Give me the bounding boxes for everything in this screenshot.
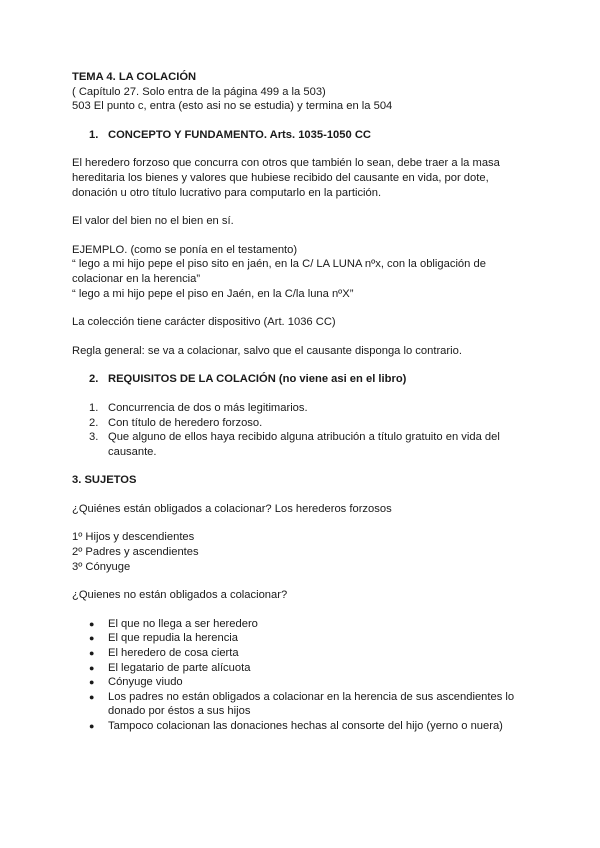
obligated-question: ¿Quiénes están obligados a colacionar? Los herederos forzosos bbox=[72, 502, 392, 515]
section-1-heading bbox=[72, 128, 532, 143]
dispositive-paragraph: La colección tiene carácter dispositivo (Art. 1036 CC) bbox=[72, 316, 336, 329]
bullet-icon: ● bbox=[89, 721, 95, 731]
requirements-list bbox=[72, 401, 532, 459]
section-2-title: REQUISITOS DE LA COLACIÓN (no viene asi en el libro) bbox=[108, 373, 407, 386]
section-3-heading: 3. SUJETOS bbox=[72, 474, 137, 487]
bullet-icon: ● bbox=[89, 691, 95, 702]
example-quote-2: “ lego a mi hijo pepe el piso en Jaén, en la C/la luna nºX” bbox=[72, 287, 354, 300]
order-item-2: 2º Padres y ascendientes bbox=[72, 546, 199, 559]
bullet-icon: ● bbox=[89, 677, 95, 688]
concept-paragraph: El heredero forzoso que concurra con otros que también lo sean, debe traer a la masa hereditaria los bienes y valores que hubiese recibido del causante en vida, por dote, donación u otro título lucrativo para computarlo en la partición. bbox=[72, 157, 500, 199]
order-item-3: 3º Cónyuge bbox=[72, 560, 131, 573]
list-item: ● Los padres no están obligados a colacionar en la herencia de sus ascendientes lo donado por éstos a sus hijos bbox=[72, 690, 532, 719]
subtitle-chapter: ( Capítulo 27. Solo entra de la página 499 a la 503) bbox=[72, 85, 326, 98]
list-item: ● El que no llega a ser heredero bbox=[72, 617, 532, 632]
list-item: 2. Con título de heredero forzoso. bbox=[89, 416, 263, 429]
not-obligated-question: ¿Quienes no están obligados a colacionar? bbox=[72, 589, 288, 602]
section-1-title: CONCEPTO Y FUNDAMENTO. Arts. 1035-1050 CC bbox=[108, 128, 371, 141]
section-2-number: 2. bbox=[89, 373, 99, 386]
list-item: 3. Que alguno de ellos haya recibido alguna atribución a título gratuito en vida del causante. bbox=[89, 431, 500, 458]
section-1-number: 1. bbox=[89, 128, 99, 141]
subtitle-pages: 503 El punto c, entra (esto asi no se estudia) y termina en la 504 bbox=[72, 100, 393, 113]
list-item: ● El que repudia la herencia bbox=[72, 631, 532, 646]
document-page bbox=[72, 70, 532, 734]
general-rule-paragraph: Regla general: se va a colacionar, salvo que el causante disponga lo contrario. bbox=[72, 344, 462, 357]
document-title: TEMA 4. LA COLACIÓN bbox=[72, 71, 197, 83]
bullet-icon: ● bbox=[89, 648, 95, 659]
value-paragraph: El valor del bien no el bien en sí. bbox=[72, 215, 234, 228]
bullet-icon: ● bbox=[89, 618, 95, 629]
example-label: EJEMPLO. (como se ponía en el testamento) bbox=[72, 243, 298, 256]
section-2-heading bbox=[72, 372, 532, 387]
list-item: ● Tampoco colacionan las donaciones hechas al consorte del hijo (yerno o nuera) bbox=[72, 719, 532, 734]
bullet-icon: ● bbox=[89, 662, 95, 673]
order-item-1: 1º Hijos y descendientes bbox=[72, 531, 195, 544]
list-item: ● El heredero de cosa cierta bbox=[72, 646, 532, 661]
bullet-icon: ● bbox=[89, 633, 95, 644]
list-item: 1. Concurrencia de dos o más legitimarios. bbox=[89, 401, 308, 414]
not-obligated-list bbox=[72, 617, 532, 734]
example-quote-1: “ lego a mi hijo pepe el piso sito en jaén, en la C/ LA LUNA nºx, con la obligación de colacionar en la herencia” bbox=[72, 258, 486, 285]
list-item: ● El legatario de parte alícuota bbox=[72, 661, 532, 676]
list-item: ● Cónyuge viudo bbox=[72, 675, 532, 690]
